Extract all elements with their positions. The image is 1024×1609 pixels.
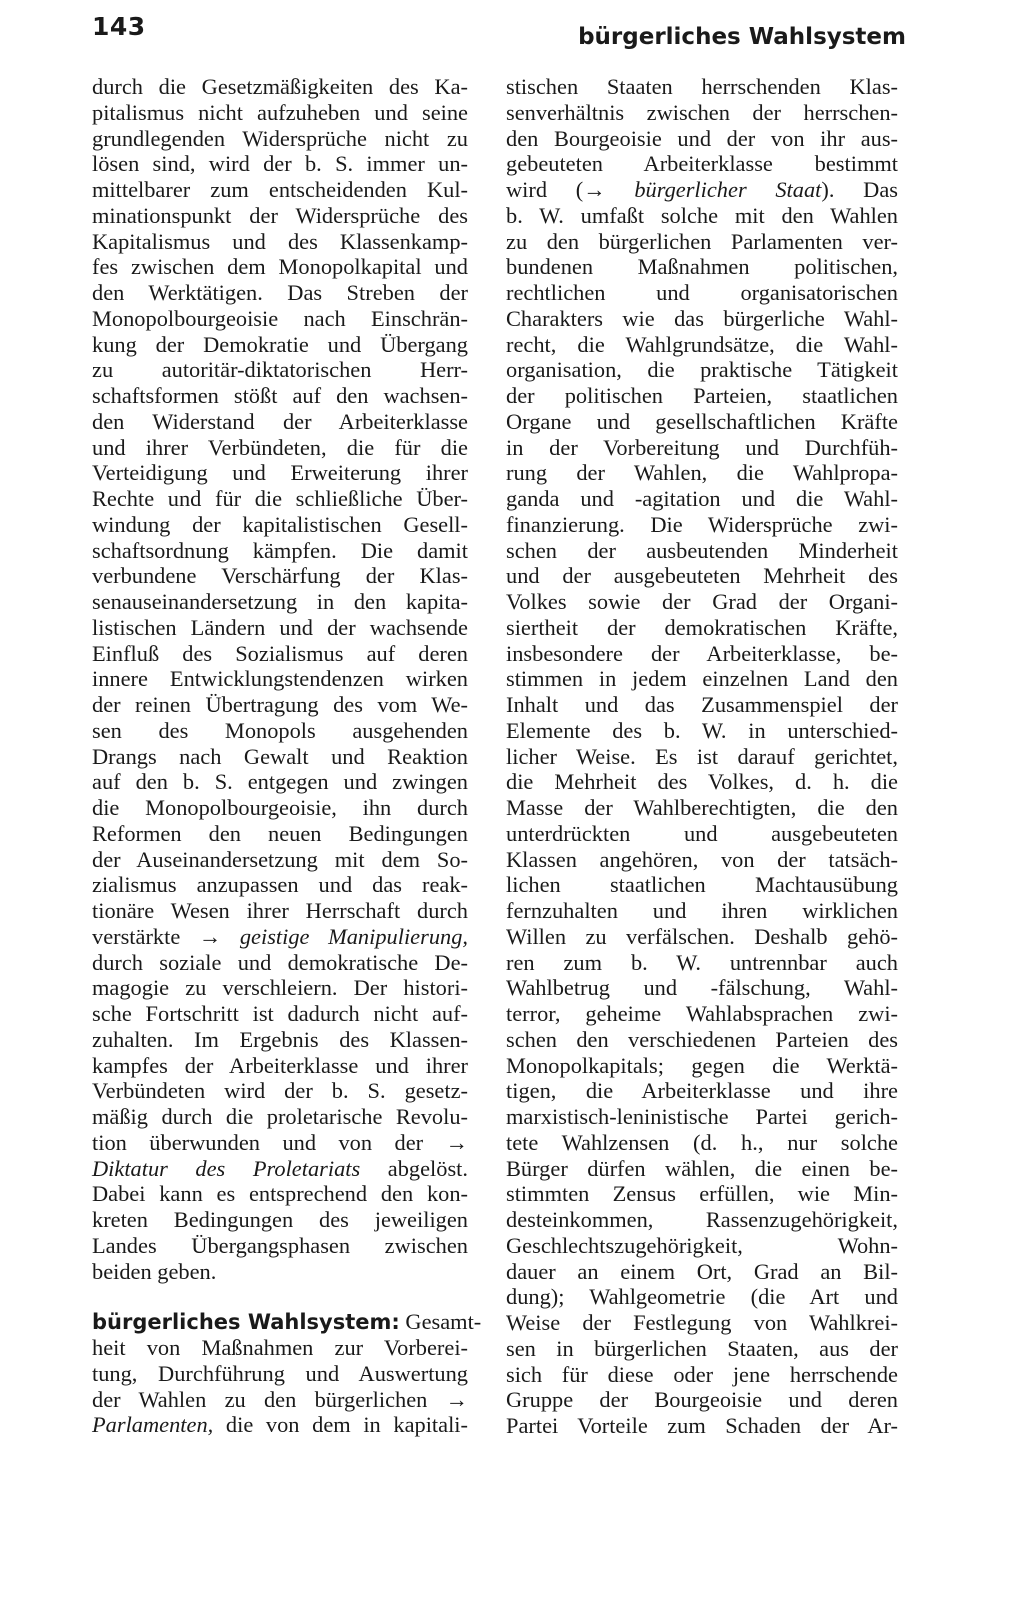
text-line: finanzierung. Die Widersprüche zwi-	[506, 511, 898, 537]
text-line: in der Vorbereitung und Durchfüh-	[506, 434, 898, 460]
text-line: der Auseinandersetzung mit dem So-	[92, 846, 468, 872]
entry-first-line	[92, 1309, 482, 1335]
cross-reference-link[interactable]: Diktatur des Proletariats	[92, 1155, 361, 1181]
text-line: Reformen den neuen Bedingungen	[92, 820, 468, 846]
entry-headword: bürgerliches Wahlsystem:	[92, 1310, 400, 1335]
text-line: stimmten Zensus erfüllen, wie Min-	[506, 1181, 898, 1207]
text-line: Dabei kann es entsprechend den kon-	[92, 1181, 468, 1207]
text-line: Inhalt und das Zusammenspiel der	[506, 692, 898, 717]
text-line: sen in bürgerlichen Staaten, aus der	[506, 1335, 898, 1361]
text-line	[92, 1156, 468, 1182]
text-line: grundlegenden Widersprüche nicht zu	[92, 125, 468, 151]
text-line: Weise der Festlegung von Wahlkrei-	[506, 1310, 898, 1335]
text-line: durch die Gesetzmäßigkeiten des Ka-	[92, 74, 468, 99]
text-line: kung der Demokratie und Übergang	[92, 331, 468, 357]
text-line: schaftsordnung kämpfen. Die damit	[92, 537, 468, 563]
text-line: Monopolbourgeoisie nach Einschrän-	[92, 305, 468, 331]
text-line: rechtlichen und organisatorischen	[506, 280, 898, 305]
text-line: Organe und gesellschaftlichen Kräfte	[506, 408, 898, 434]
text-line: sche Fortschritt ist dadurch nicht auf-	[92, 1001, 468, 1026]
cross-reference-prefix: wird (→	[506, 177, 635, 202]
text-line: den Werktätigen. Das Streben der	[92, 280, 468, 305]
text-line: Einfluß des Sozialismus auf deren	[92, 640, 468, 666]
text-line: stischen Staaten herrschenden Klas-	[506, 74, 898, 99]
text-fragment: ). Das	[821, 177, 898, 202]
text-line: Verbündeten wird der b. S. gesetz-	[92, 1078, 468, 1104]
text-line: zialismus anzupassen und das reak-	[92, 872, 468, 898]
text-line: recht, die Wahlgrundsätze, die Wahl-	[506, 331, 898, 357]
text-line: windung der kapitalistischen Gesell-	[92, 511, 468, 537]
text-line: tigen, die Arbeiterklasse und ihre	[506, 1078, 898, 1104]
text-line: durch soziale und demokratische De-	[92, 949, 468, 975]
text-line: listischen Ländern und der wachsende	[92, 614, 468, 640]
text-line: bundenen Maßnahmen politischen,	[506, 254, 898, 280]
text-line: Gruppe der Bourgeoisie und deren	[506, 1387, 898, 1413]
running-head: bürgerliches Wahlsystem	[578, 24, 906, 50]
entry-gap	[92, 1284, 468, 1309]
text-line: Masse der Wahlberechtigten, die den	[506, 795, 898, 820]
text-line: zu den bürgerlichen Parlamenten ver-	[506, 228, 898, 254]
text-line: Bürger dürfen wählen, die einen be-	[506, 1155, 898, 1181]
text-line	[92, 924, 468, 950]
text-line: gebeuteten Arbeiterklasse bestimmt	[506, 151, 898, 177]
text-line: desteinkommen, Rassenzugehörigkeit,	[506, 1207, 898, 1232]
text-line: Willen zu verfälschen. Deshalb gehö-	[506, 923, 898, 949]
text-line: die Mehrheit des Volkes, d. h. die	[506, 769, 898, 795]
text-line: dung); Wahlgeometrie (die Art und	[506, 1284, 898, 1310]
text-line: Wahlbetrug und -fälschung, Wahl-	[506, 975, 898, 1001]
text-line: Geschlechtszugehörigkeit, Wohn-	[506, 1232, 898, 1258]
text-line	[506, 177, 898, 203]
text-line: fernzuhalten und ihren wirklichen	[506, 898, 898, 923]
text-line: tung, Durchführung und Auswertung	[92, 1360, 468, 1386]
text-line: kampfes der Arbeiterklasse und ihrer	[92, 1052, 468, 1078]
text-line: magogie zu verschleiern. Der histori-	[92, 975, 468, 1001]
text-line: insbesondere der Arbeiterklasse, be-	[506, 640, 898, 666]
right-column	[506, 74, 898, 1439]
page-number: 143	[92, 12, 146, 41]
cross-reference-link[interactable]: bürgerlicher Staat	[634, 177, 822, 202]
text-line: auf den b. S. entgegen und zwingen	[92, 769, 468, 795]
text-line: Kapitalismus und des Klassenkamp-	[92, 228, 468, 254]
text-line: Elemente des b. W. in unterschied-	[506, 717, 898, 743]
text-line: den Widerstand der Arbeiterklasse	[92, 408, 468, 434]
text-line: Drangs nach Gewalt und Reaktion	[92, 743, 468, 769]
text-line: stimmen in jedem einzelnen Land den	[506, 666, 898, 692]
text-line: rung der Wahlen, die Wahlpropa-	[506, 460, 898, 486]
text-line: kreten Bedingungen des jeweiligen	[92, 1207, 468, 1232]
text-line: beiden geben.	[92, 1258, 217, 1284]
text-line: zuhalten. Im Ergebnis des Klassen-	[92, 1026, 468, 1052]
text-line: b. W. umfaßt solche mit den Wahlen	[506, 202, 898, 228]
text-line: lösen sind, wird der b. S. immer un-	[92, 151, 468, 177]
text-line: Volkes sowie der Grad der Organi-	[506, 589, 898, 614]
text-line: Rechte und für die schließliche Über-	[92, 486, 468, 511]
text-line: heit von Maßnahmen zur Vorberei-	[92, 1335, 468, 1360]
text-line: schen der ausbeutenden Minderheit	[506, 537, 898, 563]
left-column	[92, 74, 482, 1438]
text-line: der Wahlen zu den bürgerlichen →	[92, 1386, 468, 1412]
text-line: marxistisch-leninistische Partei gerich-	[506, 1104, 898, 1129]
text-line: Klassen angehören, von der tatsäch-	[506, 846, 898, 872]
text-fragment: die von dem in kapitali-	[213, 1412, 468, 1438]
text-line: und der ausgebeuteten Mehrheit des	[506, 563, 898, 589]
text-line: Monopolkapitals; gegen die Werktä-	[506, 1052, 898, 1078]
text-line: sich für diese oder jene herrschende	[506, 1361, 898, 1387]
text-line: senverhältnis zwischen der herrschen-	[506, 99, 898, 125]
text-line: der reinen Übertragung des vom We-	[92, 692, 468, 717]
text-line: Landes Übergangsphasen zwischen	[92, 1232, 468, 1258]
cross-reference-prefix: verstärkte →	[92, 923, 240, 949]
text-line	[92, 1412, 468, 1438]
text-line: und ihrer Verbündeten, die für die	[92, 434, 468, 460]
text-line: sen des Monopols ausgehenden	[92, 717, 468, 743]
text-line: minationspunkt der Widersprüche des	[92, 202, 468, 228]
text-line: schen den verschiedenen Parteien des	[506, 1026, 898, 1052]
text-line: tion überwunden und von der →	[92, 1129, 468, 1155]
text-line: siertheit der demokratischen Kräfte,	[506, 614, 898, 640]
text-fragment: abgelöst.	[360, 1155, 468, 1181]
text-line: lichen staatlichen Machtausübung	[506, 872, 898, 898]
text-line: mäßig durch die proletarische Revolu-	[92, 1104, 468, 1129]
text-line: Partei Vorteile zum Schaden der Ar-	[506, 1413, 898, 1438]
cross-reference-link[interactable]: geistige Manipulierung,	[239, 923, 469, 949]
text-line: Verteidigung und Erweiterung ihrer	[92, 460, 468, 486]
text-line: innere Entwicklungstendenzen wirken	[92, 666, 468, 692]
text-line: dauer an einem Ort, Grad an Bil-	[506, 1258, 898, 1284]
text-line: organisation, die praktische Tätigkeit	[506, 357, 898, 383]
text-line: mittelbarer zum entscheidenden Kul-	[92, 177, 468, 202]
text-line: pitalismus nicht aufzuheben und seine	[92, 99, 468, 125]
text-line: zu autoritär-diktatorischen Herr-	[92, 357, 468, 383]
text-line: verbundene Verschärfung der Klas-	[92, 563, 468, 589]
text-line: der politischen Parteien, staatlichen	[506, 383, 898, 408]
text-line: die Monopolbourgeoisie, ihn durch	[92, 795, 468, 820]
text-line: tete Wahlzensen (d. h., nur solche	[506, 1129, 898, 1155]
text-line: senauseinandersetzung in den kapita-	[92, 589, 468, 614]
text-line: fes zwischen dem Monopolkapital und	[92, 254, 468, 280]
text-line: terror, geheime Wahlabsprachen zwi-	[506, 1001, 898, 1026]
text-line: schaftsformen stößt auf den wachsen-	[92, 383, 468, 408]
text-line: licher Weise. Es ist darauf gerichtet,	[506, 743, 898, 769]
text-fragment: Gesamt-	[399, 1309, 482, 1335]
text-line: den Bourgeoisie und der von ihr aus-	[506, 125, 898, 151]
text-line: tionäre Wesen ihrer Herrschaft durch	[92, 898, 468, 923]
text-line: ren zum b. W. untrennbar auch	[506, 949, 898, 975]
text-line: unterdrückten und ausgebeuteten	[506, 820, 898, 846]
text-line: ganda und -agitation und die Wahl-	[506, 486, 898, 511]
cross-reference-link[interactable]: Parlamenten,	[92, 1412, 214, 1438]
text-line: Charakters wie das bürgerliche Wahl-	[506, 305, 898, 331]
